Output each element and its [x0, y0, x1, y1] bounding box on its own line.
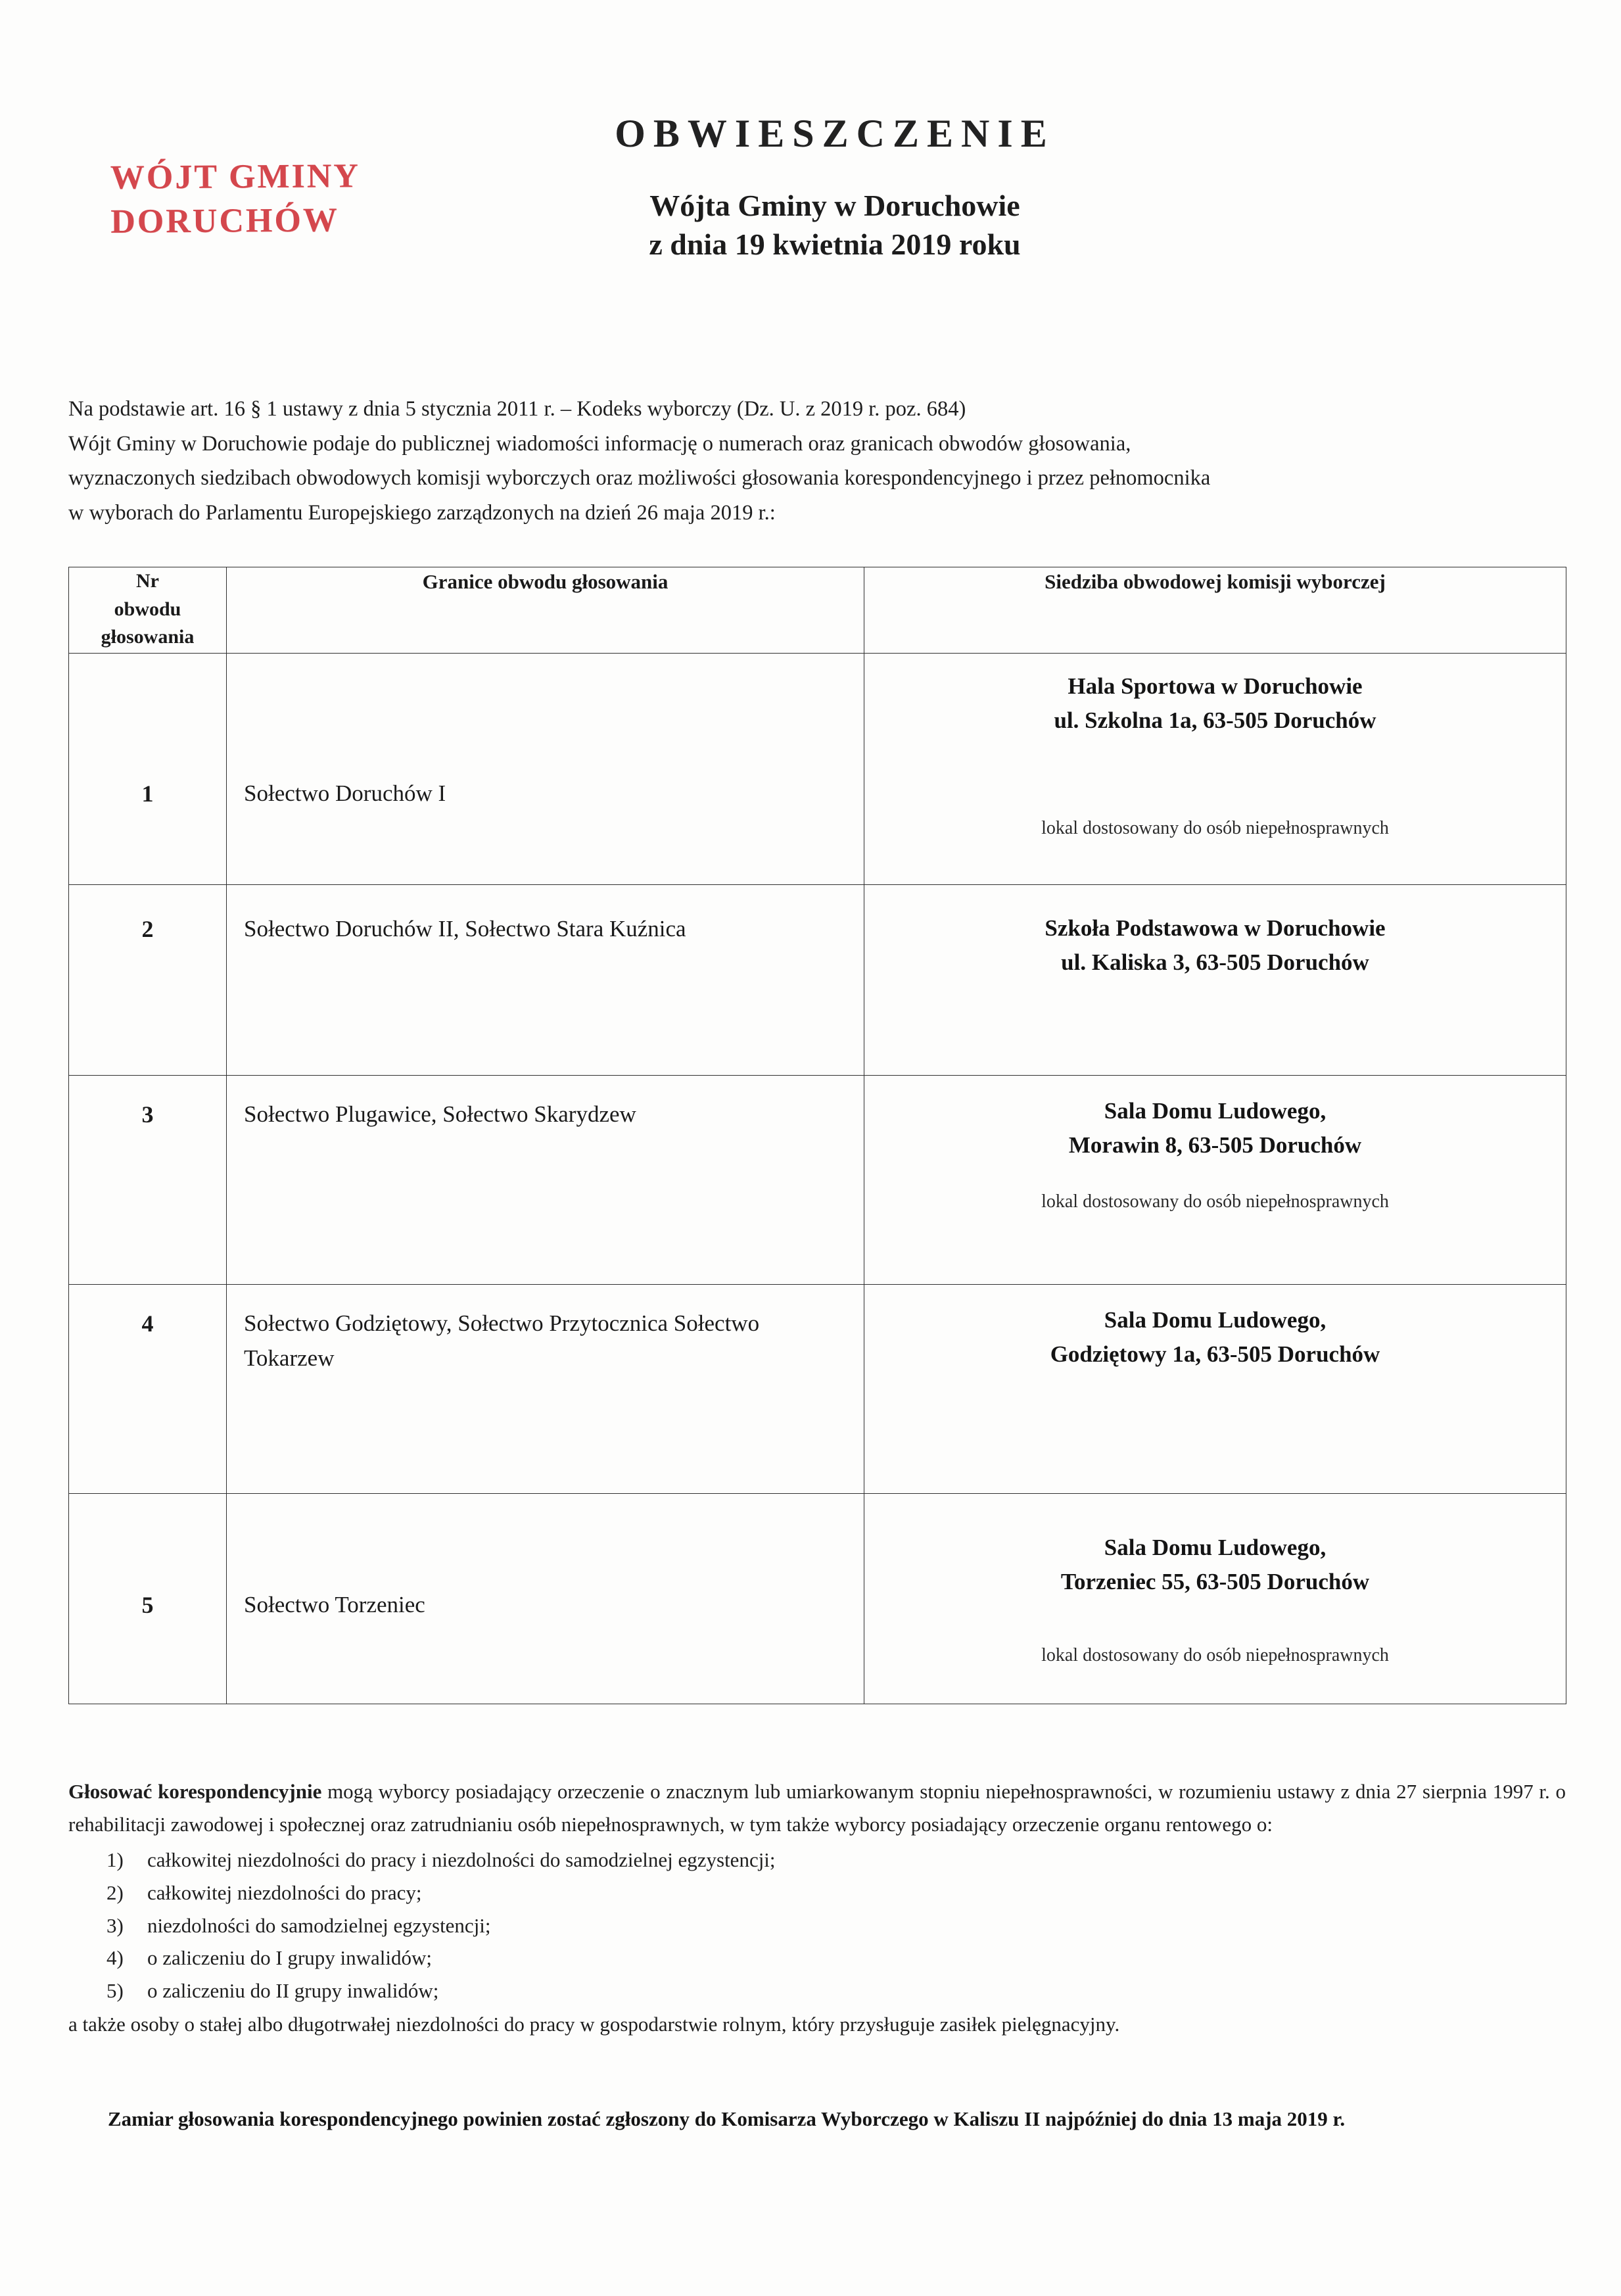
- cell-commission-seat: [864, 654, 1566, 885]
- office-stamp: [110, 154, 453, 244]
- venue-block: [874, 1094, 1557, 1162]
- column-header-district-boundaries: Granice obwodu głosowania: [227, 567, 864, 654]
- accessibility-note: lokal dostosowany do osób niepełnosprawnych: [1041, 818, 1389, 838]
- district-number-value: 3: [141, 1101, 154, 1128]
- list-item: [68, 1909, 1566, 1942]
- venue-line-2: Morawin 8, 63-505 Doruchów: [1068, 1132, 1362, 1158]
- table-row: [69, 654, 1566, 885]
- list-item-text: całkowitej niezdolności do pracy;: [147, 1881, 422, 1905]
- district-number-value: 2: [141, 916, 154, 942]
- document-header: [486, 112, 1183, 264]
- list-item-number: 3): [106, 1913, 124, 1937]
- cell-district-boundaries: [227, 1076, 864, 1285]
- list-item-number: 4): [106, 1946, 124, 1970]
- stamp-line-1: WÓJT GMINY: [110, 157, 361, 197]
- header-subtitle-line-1: Wójta Gminy w Doruchowie: [649, 189, 1020, 222]
- cell-district-boundaries: [227, 1494, 864, 1704]
- column-header-district-number: [69, 567, 227, 654]
- district-boundaries-value: Sołectwo Torzeniec: [244, 1592, 425, 1617]
- venue-line-2: Torzeniec 55, 63-505 Doruchów: [1060, 1568, 1370, 1594]
- venue-line-2: Godziętowy 1a, 63-505 Doruchów: [1050, 1341, 1380, 1367]
- table-header-row: [69, 567, 1566, 654]
- venue-line-2: ul. Szkolna 1a, 63-505 Doruchów: [1054, 707, 1376, 733]
- cell-district-number: [69, 1285, 227, 1494]
- venue-block: [874, 1531, 1557, 1599]
- venue-line-2: ul. Kaliska 3, 63-505 Doruchów: [1061, 949, 1369, 975]
- cell-district-boundaries: [227, 654, 864, 885]
- cell-commission-seat: [864, 1285, 1566, 1494]
- eligibility-tail-note: a także osoby o stałej albo długotrwałej niezdolności do pracy w gospodarstwie rolnym, który przysługuje zasiłek pielęgnacyjny.: [68, 2013, 1120, 2036]
- list-item-text: o zaliczeniu do I grupy inwalidów;: [147, 1946, 433, 1970]
- cell-commission-seat: [864, 885, 1566, 1076]
- page-title: OBWIESZCZENIE: [615, 112, 1055, 155]
- list-item-text: o zaliczeniu do II grupy inwalidów;: [147, 1978, 439, 2002]
- list-item-number: 2): [106, 1881, 124, 1905]
- table-row: [69, 1076, 1566, 1285]
- venue-block: [874, 669, 1557, 738]
- district-boundaries-value: Sołectwo Plugawice, Sołectwo Skarydzew: [244, 1101, 636, 1127]
- intro-line-2: Wójt Gminy w Doruchowie podaje do publicznej wiadomości informację o numerach oraz granicach obwodów głosowania,: [68, 431, 1131, 456]
- cell-district-number: [69, 654, 227, 885]
- postal-voting-paragraph: [68, 1775, 1566, 1841]
- venue-line-1: Szkoła Podstawowa w Doruchowie: [1045, 915, 1386, 941]
- deadline-notice: Zamiar głosowania korespondencyjnego powinien zostać zgłoszony do Komisarza Wyborczego w Kaliszu II najpóźniej do dnia 13 maja 2019 r.: [108, 2107, 1346, 2130]
- venue-line-1: Sala Domu Ludowego,: [1104, 1535, 1327, 1560]
- list-item: [68, 1974, 1566, 2007]
- list-item: [68, 1942, 1566, 1974]
- cell-district-boundaries: [227, 1285, 864, 1494]
- accessibility-note: lokal dostosowany do osób niepełnosprawnych: [1041, 1191, 1389, 1212]
- postal-voting-section: [68, 1775, 1566, 2041]
- table-row: [69, 1285, 1566, 1494]
- cell-commission-seat: [864, 1076, 1566, 1285]
- venue-block: [874, 911, 1557, 980]
- header-nr-line-3: głosowania: [101, 626, 195, 648]
- list-item: [68, 1844, 1566, 1877]
- venue-line-1: Sala Domu Ludowego,: [1104, 1307, 1327, 1333]
- header-subtitle-line-2: z dnia 19 kwietnia 2019 roku: [649, 227, 1021, 261]
- polling-districts-table: [68, 567, 1566, 1704]
- cell-district-number: [69, 1076, 227, 1285]
- district-boundaries-value: Sołectwo Doruchów II, Sołectwo Stara Kuźnica: [244, 916, 686, 942]
- intro-line-1: Na podstawie art. 16 § 1 ustawy z dnia 5 stycznia 2011 r. – Kodeks wyborczy (Dz. U. z 2019 r. poz. 684): [68, 397, 966, 421]
- stamp-line-2: DORUCHÓW: [110, 201, 339, 241]
- venue-block: [874, 1303, 1557, 1372]
- cell-commission-seat: [864, 1494, 1566, 1704]
- column-header-commission-seat: Siedziba obwodowej komisji wyborczej: [864, 567, 1566, 654]
- cell-district-number: [69, 1494, 227, 1704]
- venue-line-1: Hala Sportowa w Doruchowie: [1068, 673, 1363, 699]
- cell-district-boundaries: [227, 885, 864, 1076]
- table-row: [69, 1494, 1566, 1704]
- intro-line-4: w wyborach do Parlamentu Europejskiego zarządzonych na dzień 26 maja 2019 r.:: [68, 500, 776, 525]
- venue-line-1: Sala Domu Ludowego,: [1104, 1098, 1327, 1124]
- postal-voting-rest: mogą wyborcy posiadający orzeczenie o znacznym lub umiarkowanym stopniu niepełnosprawności, w rozumieniu ustawy z dnia 27 sierpnia 1997 r. o rehabilitacji zawodowej i społecznej oraz zatrudnianiu osób niepełnosprawnych, w tym także wyborcy posiadający orzeczenie organu rentowego o:: [68, 1780, 1566, 1836]
- postal-voting-lead: Głosować korespondencyjnie: [68, 1780, 322, 1803]
- intro-line-3: wyznaczonych siedzibach obwodowych komisji wyborczych oraz możliwości głosowania korespondencyjnego i przez pełnomocnika: [68, 466, 1211, 490]
- header-nr-line-2: obwodu: [114, 598, 181, 620]
- table-row: [69, 885, 1566, 1076]
- list-item-number: 1): [106, 1848, 124, 1872]
- list-item-text: niezdolności do samodzielnej egzystencji;: [147, 1913, 491, 1937]
- district-number-value: 4: [141, 1310, 154, 1337]
- header-nr-line-1: Nr: [136, 570, 159, 592]
- accessibility-note: lokal dostosowany do osób niepełnosprawnych: [1041, 1645, 1389, 1665]
- eligibility-list: [68, 1844, 1566, 2007]
- district-boundaries-value: Sołectwo Godziętowy, Sołectwo Przytocznica Sołectwo Tokarzew: [244, 1310, 760, 1372]
- district-number-value: 1: [141, 780, 154, 807]
- cell-district-number: [69, 885, 227, 1076]
- intro-paragraph: [68, 392, 1562, 531]
- list-item-number: 5): [106, 1978, 124, 2002]
- list-item: [68, 1877, 1566, 1909]
- district-number-value: 5: [141, 1592, 154, 1618]
- list-item-text: całkowitej niezdolności do pracy i niezdolności do samodzielnej egzystencji;: [147, 1848, 776, 1872]
- district-boundaries-value: Sołectwo Doruchów I: [244, 780, 446, 806]
